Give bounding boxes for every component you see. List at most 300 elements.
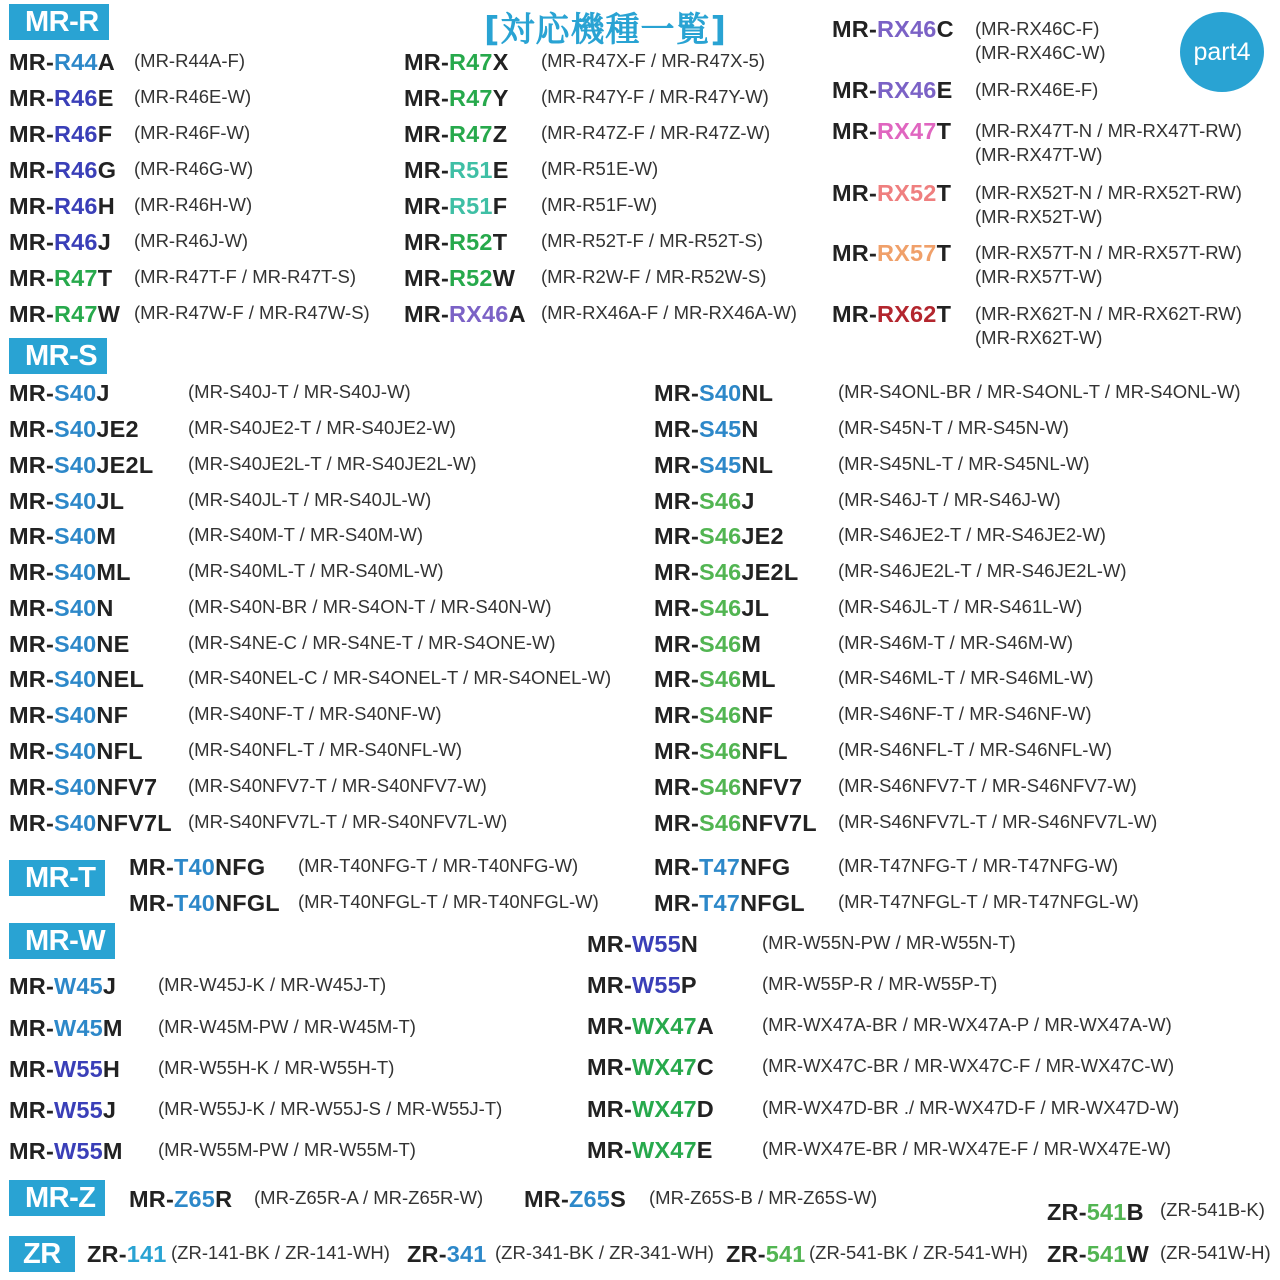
model-code: WX47 (631, 1054, 697, 1080)
model-code: R51 (448, 193, 493, 219)
model-variants: (MR-S40JE2L-T / MR-S40JE2L-W) (188, 453, 477, 474)
model-prefix: MR- (832, 16, 877, 42)
model-variants: (MR-S46JE2-T / MR-S46JE2-W) (838, 524, 1106, 545)
model-variants: (MR-S40ML-T / MR-S40ML-W) (188, 560, 444, 581)
model-suffix: X (492, 49, 509, 75)
model-suffix: W (1126, 1241, 1149, 1267)
model-prefix: MR- (9, 488, 54, 514)
model-variants: (MR-W55N-PW / MR-W55N-T) (762, 932, 1016, 953)
model-code: Z65 (568, 1186, 611, 1212)
model-name (9, 595, 114, 621)
model-variants: (MR-S40J-T / MR-S40J-W) (188, 381, 411, 402)
model-variants: (MR-R47Y-F / MR-R47Y-W) (541, 86, 769, 107)
model-code: S40 (53, 631, 97, 657)
model-prefix: ZR- (407, 1241, 447, 1267)
model-name (9, 631, 129, 657)
model-name (587, 1137, 713, 1163)
model-variants: (MR-T40NFG-T / MR-T40NFG-W) (298, 855, 579, 876)
model-code: S40 (53, 488, 97, 514)
model-name (404, 85, 509, 111)
model-suffix: N (96, 595, 114, 621)
model-variants: (MR-S46NFV7-T / MR-S46NFV7-W) (838, 775, 1137, 796)
model-code: W55 (631, 972, 681, 998)
model-name (832, 16, 954, 42)
model-code: S40 (53, 595, 97, 621)
model-suffix: J (102, 973, 117, 999)
model-code: S40 (53, 380, 97, 406)
section-badge-mr-w: MR-W (9, 923, 115, 959)
model-prefix: ZR- (726, 1241, 766, 1267)
model-code: 141 (126, 1241, 167, 1267)
model-suffix: S (610, 1186, 626, 1212)
model-variants: (MR-WX47A-BR / MR-WX47A-P / MR-WX47A-W) (762, 1014, 1172, 1035)
model-suffix: T (492, 229, 508, 255)
model-variants: (MR-T47NFG-T / MR-T47NFG-W) (838, 855, 1119, 876)
model-name (9, 416, 139, 442)
model-code: R52 (448, 265, 493, 291)
model-code: S46 (698, 559, 742, 585)
model-name (9, 774, 157, 800)
model-variants: (MR-S46NF-T / MR-S46NF-W) (838, 703, 1092, 724)
model-prefix: MR- (129, 890, 174, 916)
model-code: S40 (53, 523, 97, 549)
model-suffix: NFG (215, 854, 266, 880)
model-prefix: MR- (832, 240, 877, 266)
model-variants: (MR-S40NFL-T / MR-S40NFL-W) (188, 739, 463, 760)
model-code: R47 (53, 265, 98, 291)
model-suffix: B (1126, 1199, 1144, 1225)
model-suffix: NFGL (215, 890, 280, 916)
model-code: R47 (448, 49, 493, 75)
model-name (404, 49, 509, 75)
model-name (9, 810, 172, 836)
model-suffix: M (102, 1138, 123, 1164)
model-code: S40 (53, 416, 97, 442)
model-suffix: H (102, 1056, 121, 1082)
model-code: R44 (53, 49, 98, 75)
model-suffix: N (741, 416, 759, 442)
model-name (832, 77, 952, 103)
model-suffix: NL (741, 380, 774, 406)
model-name (404, 265, 515, 291)
model-name (9, 702, 128, 728)
model-name (9, 193, 115, 219)
model-variants: (MR-S45N-T / MR-S45N-W) (838, 417, 1069, 438)
model-prefix: MR- (587, 972, 632, 998)
model-prefix: MR- (654, 890, 699, 916)
model-variants: (MR-Z65S-B / MR-Z65S-W) (649, 1187, 878, 1208)
model-suffix: C (936, 16, 954, 42)
model-name (404, 121, 507, 147)
model-name (404, 229, 507, 255)
model-name (407, 1241, 487, 1267)
model-prefix: MR- (654, 380, 699, 406)
model-name (654, 523, 784, 549)
model-code: S40 (53, 666, 97, 692)
model-suffix: JE2 (741, 523, 784, 549)
model-code: W55 (53, 1056, 103, 1082)
model-suffix: M (96, 523, 117, 549)
model-code: RX57 (876, 240, 937, 266)
model-code: S40 (53, 559, 97, 585)
model-suffix: A (508, 301, 526, 327)
model-name (9, 157, 116, 183)
model-suffix: NFV7L (96, 810, 172, 836)
model-code: R47 (448, 121, 493, 147)
model-prefix: ZR- (87, 1241, 127, 1267)
model-suffix: R (215, 1186, 233, 1212)
model-prefix: MR- (404, 85, 449, 111)
model-suffix: NFGL (740, 890, 805, 916)
model-prefix: MR- (404, 229, 449, 255)
model-code: RX46 (448, 301, 509, 327)
model-code: S40 (53, 702, 97, 728)
model-prefix: MR- (9, 229, 54, 255)
model-suffix: T (936, 240, 952, 266)
model-variants: (MR-S40N-BR / MR-S4ON-T / MR-S40N-W) (188, 596, 552, 617)
model-name (9, 523, 116, 549)
model-suffix: JL (96, 488, 125, 514)
model-variants: (MR-T40NFGL-T / MR-T40NFGL-W) (298, 891, 599, 912)
model-variants: (MR-W55H-K / MR-W55H-T) (158, 1057, 395, 1078)
model-prefix: MR- (129, 1186, 174, 1212)
model-variants: (MR-S40M-T / MR-S40M-W) (188, 524, 424, 545)
model-variants: (MR-R47X-F / MR-R47X-5) (541, 50, 766, 71)
model-name (9, 380, 110, 406)
model-variants: (MR-S46JL-T / MR-S461L-W) (838, 596, 1083, 617)
model-variants: (MR-RX47T-N / MR-RX47T-RW) (975, 120, 1242, 141)
model-suffix: E (492, 157, 509, 183)
model-prefix: MR- (9, 595, 54, 621)
model-name (9, 229, 111, 255)
model-name (654, 810, 817, 836)
model-code: Z65 (173, 1186, 216, 1212)
model-name (9, 85, 114, 111)
model-suffix: NFV7 (741, 774, 803, 800)
model-prefix: MR- (9, 810, 54, 836)
model-variants: (MR-RX62T-N / MR-RX62T-RW) (975, 303, 1242, 324)
model-variants: (MR-RX52T-N / MR-RX52T-RW) (975, 182, 1242, 203)
model-prefix: MR- (9, 973, 54, 999)
model-name (129, 890, 280, 916)
model-suffix: E (696, 1137, 713, 1163)
model-variants: (MR-R46H-W) (134, 194, 253, 215)
model-variants: (MR-R51E-W) (541, 158, 659, 179)
model-prefix: MR- (9, 301, 54, 327)
model-prefix: MR- (9, 1056, 54, 1082)
model-name (587, 931, 698, 957)
model-prefix: MR- (9, 1097, 54, 1123)
model-code: WX47 (631, 1137, 697, 1163)
model-name (9, 301, 120, 327)
model-code: RX62 (876, 301, 937, 327)
model-suffix: T (936, 180, 952, 206)
model-prefix: MR- (129, 854, 174, 880)
model-name (654, 380, 773, 406)
model-variants: (MR-W55P-R / MR-W55P-T) (762, 973, 998, 994)
model-name (587, 972, 697, 998)
model-suffix: A (97, 49, 115, 75)
model-prefix: MR- (654, 702, 699, 728)
model-variants: (MR-R46F-W) (134, 122, 251, 143)
model-prefix: MR- (404, 265, 449, 291)
model-code: R46 (53, 121, 98, 147)
model-prefix: MR- (9, 1015, 54, 1041)
model-prefix: MR- (404, 121, 449, 147)
model-suffix: JE2 (96, 416, 139, 442)
model-suffix: NF (96, 702, 129, 728)
model-suffix: F (492, 193, 508, 219)
model-name (654, 666, 776, 692)
model-name (587, 1096, 714, 1122)
model-suffix: Y (492, 85, 509, 111)
model-name (832, 301, 951, 327)
model-variants: (MR-R47W-F / MR-R47W-S) (134, 302, 370, 323)
model-code: RX46 (876, 16, 937, 42)
model-variants-extra: (MR-RX52T-W) (975, 206, 1103, 227)
model-name (9, 265, 112, 291)
model-suffix: M (102, 1015, 123, 1041)
model-variants: (MR-RX46E-F) (975, 79, 1099, 100)
model-variants: (MR-Z65R-A / MR-Z65R-W) (254, 1187, 484, 1208)
model-variants: (MR-S40NEL-C / MR-S4ONEL-T / MR-S4ONEL-W) (188, 667, 612, 688)
model-variants: (MR-W55M-PW / MR-W55M-T) (158, 1139, 416, 1160)
model-code: S46 (698, 488, 742, 514)
model-variants: (MR-RX46A-F / MR-RX46A-W) (541, 302, 797, 323)
model-prefix: MR- (404, 301, 449, 327)
model-variants: (MR-S4NE-C / MR-S4NE-T / MR-S4ONE-W) (188, 632, 556, 653)
model-code: R51 (448, 157, 493, 183)
model-prefix: MR- (654, 810, 699, 836)
model-name (129, 1186, 232, 1212)
model-name (404, 193, 507, 219)
model-suffix: G (97, 157, 117, 183)
model-code: W45 (53, 1015, 103, 1041)
section-badge-mr-t: MR-T (9, 860, 105, 896)
model-variants: (MR-RX46C-F) (975, 18, 1100, 39)
model-name (654, 416, 759, 442)
model-prefix: MR- (587, 1137, 632, 1163)
model-prefix: MR- (9, 49, 54, 75)
model-code: W55 (631, 931, 681, 957)
model-name (524, 1186, 626, 1212)
model-code: W45 (53, 973, 103, 999)
model-name (404, 301, 526, 327)
section-badge-mr-z: MR-Z (9, 1180, 105, 1216)
model-variants: (MR-S40NFV7L-T / MR-S40NFV7L-W) (188, 811, 508, 832)
model-variants: (MR-S4ONL-BR / MR-S4ONL-T / MR-S4ONL-W) (838, 381, 1241, 402)
model-prefix: MR- (404, 49, 449, 75)
model-code: S45 (698, 416, 742, 442)
model-prefix: MR- (9, 774, 54, 800)
model-variants: (ZR-541W-H) (1160, 1242, 1271, 1263)
model-code: T40 (173, 854, 216, 880)
model-prefix: MR- (404, 193, 449, 219)
model-variants: (MR-R52T-F / MR-R52T-S) (541, 230, 763, 251)
model-prefix: MR- (9, 157, 54, 183)
model-variants-extra: (MR-RX47T-W) (975, 144, 1103, 165)
model-variants: (MR-S46ML-T / MR-S46ML-W) (838, 667, 1094, 688)
model-suffix: E (97, 85, 114, 111)
model-prefix: MR- (832, 118, 877, 144)
model-variants: (MR-RX57T-N / MR-RX57T-RW) (975, 242, 1242, 263)
part-badge: part4 (1180, 12, 1264, 92)
model-prefix: MR- (654, 452, 699, 478)
model-code: R46 (53, 157, 98, 183)
model-prefix: MR- (404, 157, 449, 183)
model-name (654, 890, 805, 916)
model-name (654, 738, 788, 764)
model-prefix: MR- (654, 416, 699, 442)
model-code: S40 (53, 774, 97, 800)
model-suffix: T (936, 301, 952, 327)
model-prefix: MR- (654, 738, 699, 764)
model-suffix: NFV7 (96, 774, 158, 800)
model-prefix: MR- (654, 559, 699, 585)
model-suffix: JE2L (741, 559, 799, 585)
model-suffix: M (741, 631, 762, 657)
model-prefix: MR- (9, 193, 54, 219)
model-code: W55 (53, 1097, 103, 1123)
model-prefix: MR- (9, 380, 54, 406)
model-code: S46 (698, 774, 742, 800)
model-prefix: ZR- (1047, 1199, 1087, 1225)
model-code: 341 (446, 1241, 487, 1267)
model-suffix: T (936, 118, 952, 144)
model-code: R46 (53, 85, 98, 111)
model-prefix: MR- (9, 738, 54, 764)
model-name (832, 240, 951, 266)
model-name (587, 1013, 714, 1039)
model-suffix: NFV7L (741, 810, 817, 836)
model-prefix: MR- (9, 631, 54, 657)
model-suffix: NFG (740, 854, 791, 880)
model-prefix: MR- (9, 265, 54, 291)
model-variants: (MR-S46M-T / MR-S46M-W) (838, 632, 1074, 653)
model-suffix: NFL (741, 738, 788, 764)
model-code: S46 (698, 666, 742, 692)
model-code: S40 (53, 452, 97, 478)
model-suffix: NFL (96, 738, 143, 764)
model-variants: (MR-R46E-W) (134, 86, 252, 107)
model-suffix: C (696, 1054, 714, 1080)
model-name (9, 666, 144, 692)
model-prefix: MR- (9, 702, 54, 728)
model-variants: (MR-R46G-W) (134, 158, 254, 179)
model-variants: (MR-S40NF-T / MR-S40NF-W) (188, 703, 442, 724)
model-code: S46 (698, 631, 742, 657)
section-badge-mr-r: MR-R (9, 4, 109, 40)
model-prefix: MR- (9, 1138, 54, 1164)
model-prefix: MR- (654, 523, 699, 549)
model-prefix: MR- (654, 774, 699, 800)
model-code: S46 (698, 738, 742, 764)
model-variants-extra: (MR-RX62T-W) (975, 327, 1103, 348)
model-prefix: MR- (654, 488, 699, 514)
model-variants: (MR-S46JE2L-T / MR-S46JE2L-W) (838, 560, 1127, 581)
model-name (9, 1056, 120, 1082)
model-suffix: A (696, 1013, 714, 1039)
model-prefix: ZR- (1047, 1241, 1087, 1267)
model-prefix: MR- (654, 631, 699, 657)
model-suffix: H (97, 193, 115, 219)
model-name (587, 1054, 714, 1080)
model-code: 541 (1086, 1199, 1127, 1225)
model-variants: (ZR-541B-K) (1160, 1199, 1265, 1220)
model-name (9, 973, 116, 999)
model-suffix: NE (96, 631, 130, 657)
model-variants: (MR-S46NFV7L-T / MR-S46NFV7L-W) (838, 811, 1158, 832)
model-name (9, 559, 131, 585)
model-variants: (MR-R46J-W) (134, 230, 249, 251)
model-variants: (MR-W45M-PW / MR-W45M-T) (158, 1016, 416, 1037)
model-variants: (MR-WX47E-BR / MR-WX47E-F / MR-WX47E-W) (762, 1138, 1172, 1159)
model-name (654, 452, 773, 478)
model-code: T47 (698, 854, 741, 880)
model-prefix: MR- (587, 1013, 632, 1039)
model-name (654, 595, 769, 621)
model-name (9, 452, 153, 478)
model-prefix: MR- (587, 1054, 632, 1080)
model-prefix: MR- (832, 77, 877, 103)
model-name (9, 738, 143, 764)
model-code: T47 (698, 890, 741, 916)
model-code: RX52 (876, 180, 937, 206)
model-variants: (MR-WX47D-BR ./ MR-WX47D-F / MR-WX47D-W) (762, 1097, 1180, 1118)
model-suffix: F (97, 121, 113, 147)
model-code: S46 (698, 595, 742, 621)
model-name (654, 631, 761, 657)
model-prefix: MR- (524, 1186, 569, 1212)
model-name (9, 1097, 116, 1123)
model-name (654, 488, 755, 514)
model-code: S40 (698, 380, 742, 406)
model-code: R52 (448, 229, 493, 255)
model-variants: (MR-W55J-K / MR-W55J-S / MR-W55J-T) (158, 1098, 503, 1119)
model-suffix: W (97, 301, 121, 327)
model-variants: (MR-R44A-F) (134, 50, 245, 71)
model-code: WX47 (631, 1013, 697, 1039)
model-suffix: J (96, 380, 110, 406)
model-suffix: NEL (96, 666, 145, 692)
model-suffix: Z (492, 121, 508, 147)
model-variants: (ZR-141-BK / ZR-141-WH) (171, 1242, 390, 1263)
model-variants: (MR-WX47C-BR / MR-WX47C-F / MR-WX47C-W) (762, 1055, 1175, 1076)
model-suffix: JL (741, 595, 770, 621)
model-suffix: ML (96, 559, 131, 585)
model-code: 541 (1086, 1241, 1127, 1267)
model-suffix: D (696, 1096, 714, 1122)
model-name (726, 1241, 806, 1267)
model-suffix: T (97, 265, 113, 291)
model-name (87, 1241, 167, 1267)
model-prefix: MR- (9, 523, 54, 549)
model-prefix: MR- (9, 416, 54, 442)
model-code: W55 (53, 1138, 103, 1164)
model-code: S40 (53, 738, 97, 764)
section-badge-zr: ZR (9, 1236, 75, 1272)
model-name (404, 157, 509, 183)
model-prefix: MR- (9, 666, 54, 692)
model-suffix: NF (741, 702, 774, 728)
model-variants: (MR-S40JL-T / MR-S40JL-W) (188, 489, 432, 510)
model-name (832, 180, 951, 206)
model-suffix: ML (741, 666, 776, 692)
model-suffix: J (102, 1097, 117, 1123)
model-suffix: J (741, 488, 755, 514)
model-code: T40 (173, 890, 216, 916)
model-code: R47 (448, 85, 493, 111)
